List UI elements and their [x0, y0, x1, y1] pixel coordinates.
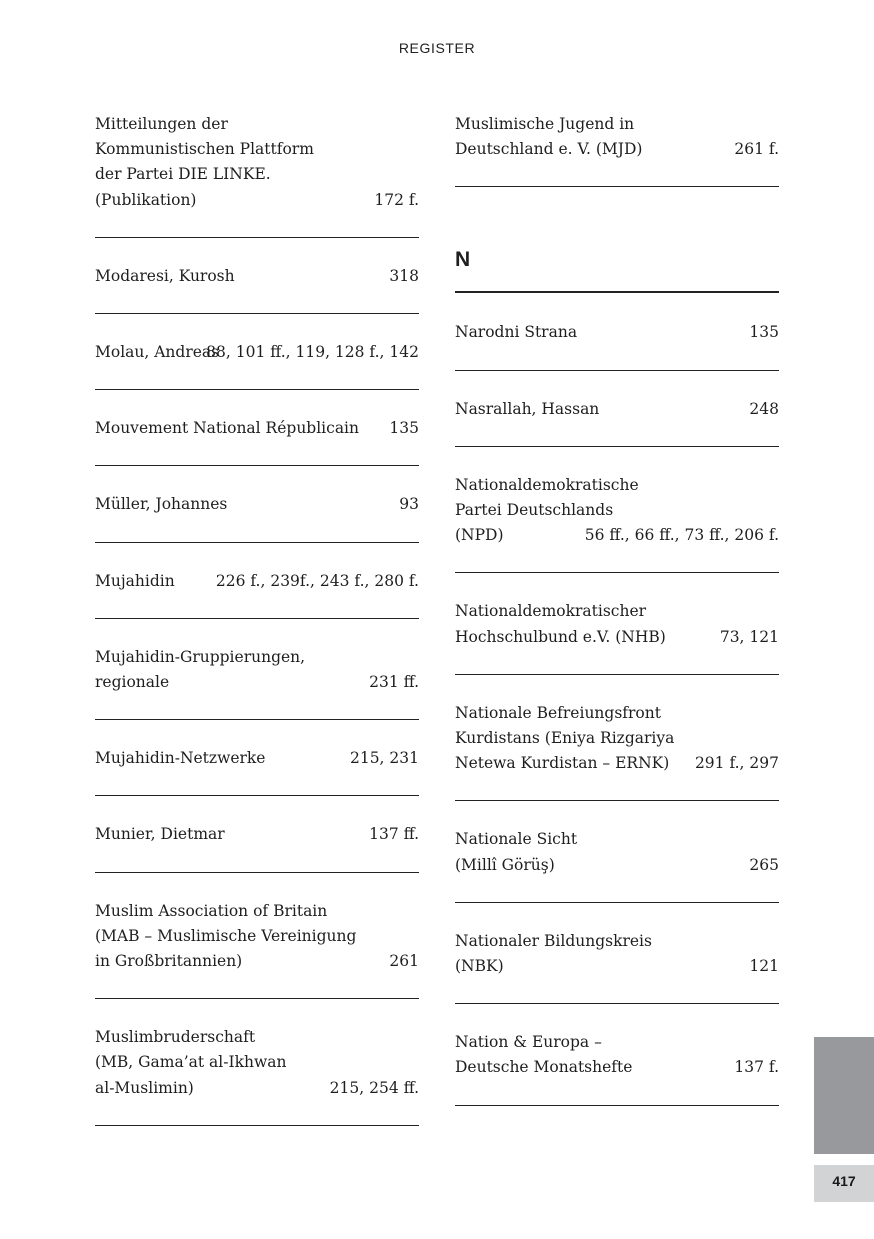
- entry-term: Nationaldemokratischer: [455, 602, 647, 621]
- entry-page-refs: 291 f., 297: [694, 754, 779, 773]
- thumb-tab: [814, 1037, 874, 1154]
- entry-term: Muslimische Jugend in: [455, 115, 635, 133]
- entry-term: Narodni Strana: [455, 323, 578, 342]
- entry-page-refs: 73, 121: [719, 627, 779, 646]
- entry-term: Modaresi, Kurosh: [95, 266, 235, 285]
- index-entry: [455, 1030, 779, 1105]
- entry-term: Mitteilungen der: [95, 115, 228, 133]
- index-entry: [95, 112, 419, 238]
- entry-term: Kurdistans (Eniya Rizgariya: [455, 728, 675, 747]
- section-letter-heading: [455, 245, 779, 293]
- page-number: 417: [814, 1165, 874, 1202]
- index-entry: [95, 416, 419, 466]
- entry-term: regionale: [95, 672, 170, 691]
- entry-page-refs: 93: [399, 495, 419, 514]
- index-entry: [455, 827, 779, 902]
- entry-term: Mujahidin-Netzwerke: [95, 749, 266, 768]
- index-entry: [95, 822, 419, 872]
- entry-term: Nationaler Bildungskreis: [455, 931, 652, 950]
- entry-page-refs: 265: [749, 855, 779, 874]
- entry-term: Mujahidin: [95, 571, 175, 590]
- entry-term: Nationaldemokratische: [455, 475, 639, 494]
- index-entry: [455, 701, 779, 802]
- entry-term: Hochschulbund e.V. (NHB): [455, 627, 666, 646]
- entry-term: al-Muslimin): [95, 1078, 194, 1097]
- entry-term: Kommunistischen Plattform: [95, 140, 314, 159]
- entry-term: (Millî Görüş): [455, 855, 555, 874]
- entry-term: Mujahidin-Gruppierungen,: [95, 647, 306, 666]
- entry-page-refs: 172 f.: [374, 190, 419, 209]
- entry-term: Nationale Sicht: [455, 830, 578, 849]
- entry-term: Nationale Befreiungsfront: [455, 703, 661, 722]
- entry-term: Deutschland e. V. (MJD): [455, 140, 643, 159]
- section-letter: N: [455, 248, 471, 272]
- entry-page-refs: 88, 101 ff., 119, 128 f., 142: [206, 343, 419, 361]
- index-entry: [95, 264, 419, 314]
- entry-page-refs: 121: [749, 956, 779, 975]
- entry-term: (NBK): [455, 956, 504, 975]
- index-entry: [455, 929, 779, 1004]
- entry-page-refs: 215, 254 ff.: [329, 1078, 419, 1097]
- entry-term: Müller, Johannes: [95, 495, 228, 514]
- entry-page-refs: 137 f.: [734, 1058, 779, 1077]
- entry-term: Nasrallah, Hassan: [455, 399, 600, 418]
- index-entry: [95, 746, 419, 796]
- index-entry: [95, 340, 419, 390]
- index-entry: [95, 492, 419, 542]
- index-entry: [455, 112, 779, 187]
- entry-term: in Großbritannien): [95, 951, 243, 970]
- index-entry: [95, 899, 419, 1000]
- entry-page-refs: 137 ff.: [369, 825, 419, 844]
- entry-page-refs: 261 f.: [734, 140, 779, 159]
- entry-term: Muslim Association of Britain: [95, 901, 328, 920]
- entry-term: (Publikation): [95, 190, 197, 209]
- entry-term: Munier, Dietmar: [95, 825, 225, 844]
- entry-page-refs: 318: [389, 266, 419, 285]
- entry-term: der Partei DIE LINKE.: [95, 165, 271, 184]
- entry-page-refs: 56 ff., 66 ff., 73 ff., 206 f.: [584, 526, 779, 545]
- entry-page-refs: 261: [389, 951, 419, 970]
- entry-term: Mouvement National Républicain: [95, 419, 359, 438]
- entry-page-refs: 135: [389, 419, 419, 438]
- entry-term: (NPD): [455, 526, 504, 545]
- entry-term: Partei Deutschlands: [455, 500, 614, 519]
- running-header: REGISTER: [398, 40, 476, 56]
- index-entry: [95, 1025, 419, 1126]
- index-entry: [455, 397, 779, 447]
- entry-page-refs: 248: [749, 399, 779, 418]
- entry-page-refs: 226 f., 239f., 243 f., 280 f.: [215, 571, 419, 590]
- entry-term: Netewa Kurdistan – ERNK): [455, 754, 670, 773]
- entry-term: (MB, Gama’at al-Ikhwan: [95, 1053, 287, 1072]
- index-entry: [455, 320, 779, 370]
- entry-term: Nation & Europa –: [455, 1033, 602, 1052]
- index-entry: [95, 645, 419, 720]
- entry-term: (MAB – Muslimische Vereinigung: [95, 926, 357, 945]
- entry-page-refs: 231 ff.: [369, 672, 419, 691]
- index-entry: [95, 569, 419, 619]
- index-entry: [455, 599, 779, 674]
- entry-term: Muslimbruderschaft: [95, 1028, 256, 1047]
- entry-page-refs: 215, 231: [349, 749, 419, 768]
- entry-term: Molau, Andreas: [95, 343, 220, 361]
- entry-term: Deutsche Monatshefte: [455, 1058, 633, 1077]
- index-entry: [455, 473, 779, 574]
- entry-page-refs: 135: [749, 323, 779, 342]
